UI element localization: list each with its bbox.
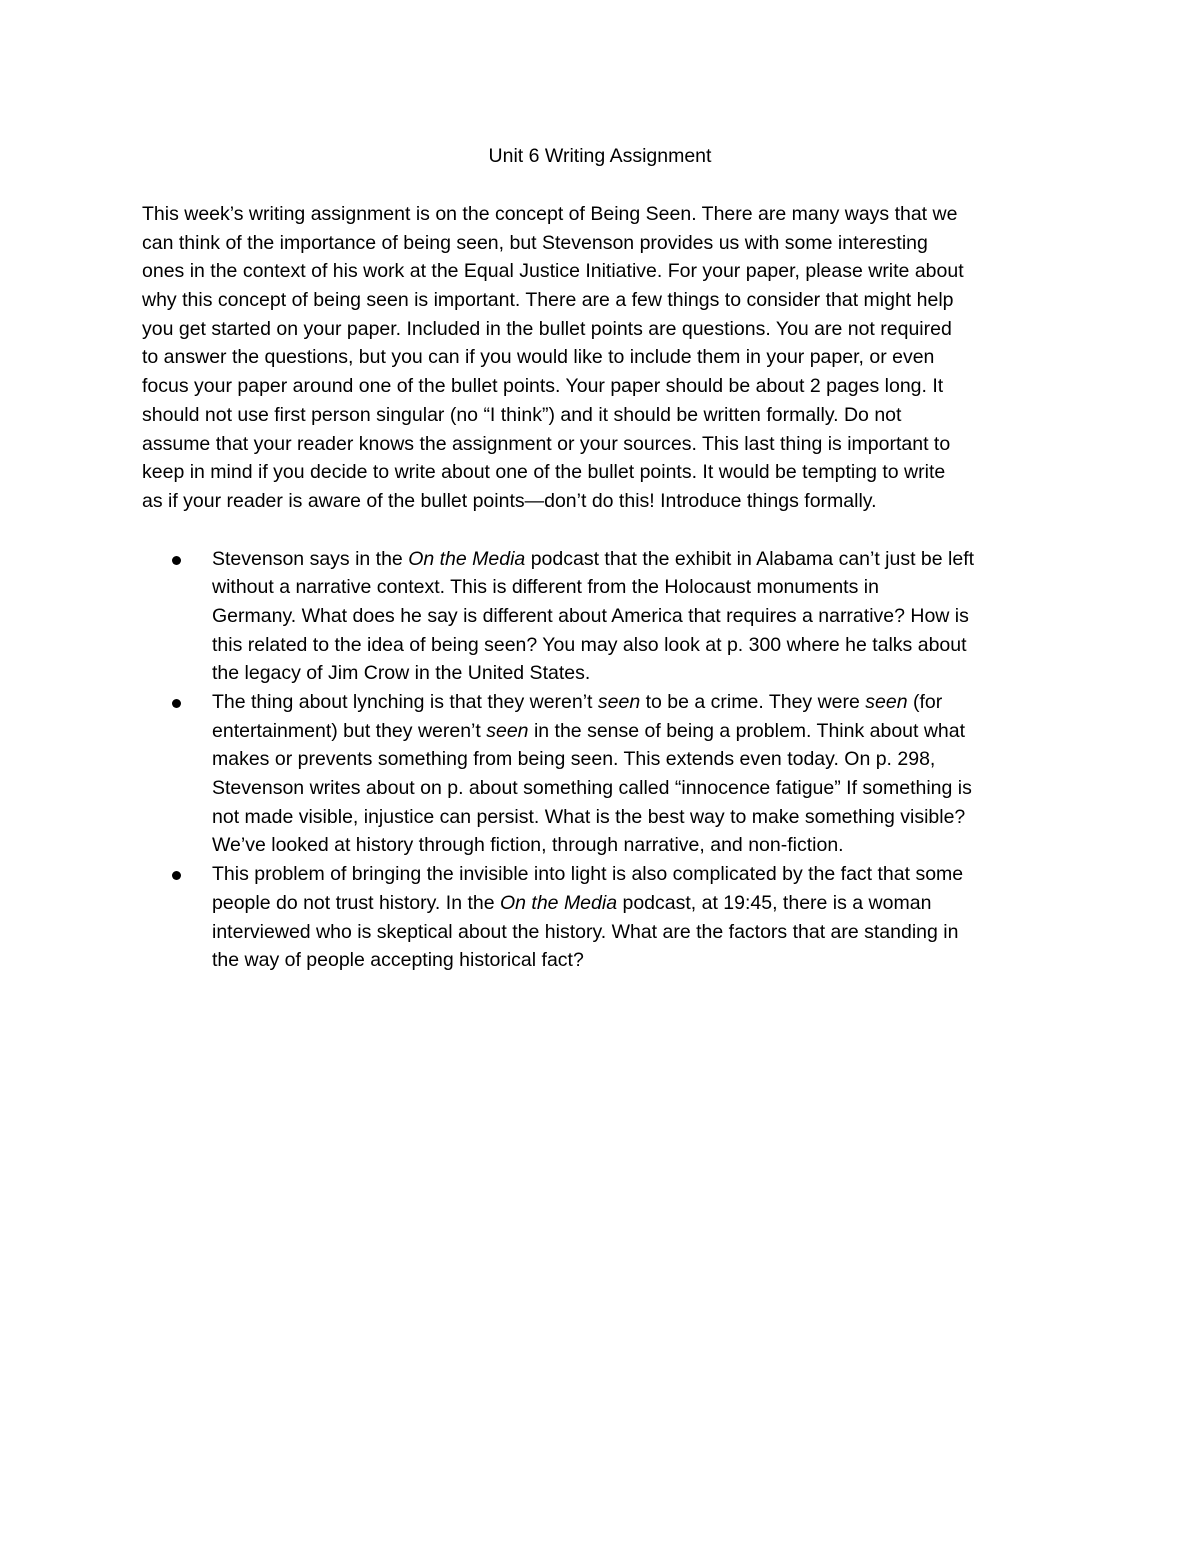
- emphasis-seen: seen: [865, 691, 908, 713]
- bullet-list: [142, 545, 1062, 975]
- bullet-line: [212, 545, 1062, 574]
- intro-line: to answer the questions, but you can if you would like to include them in your paper, or even: [142, 346, 935, 369]
- emphasis-seen: seen: [486, 719, 529, 742]
- bullet-text: The thing about lynching is that they weren’t: [212, 691, 598, 713]
- bullet-text: in the sense of being a problem. Think about what: [528, 719, 966, 742]
- bullet-icon: [172, 871, 181, 880]
- intro-line: should not use first person singular (no “I think”) and it should be written formally. Do not: [142, 403, 902, 426]
- emphasis-seen: seen: [597, 691, 641, 713]
- intro-line: This week’s writing assignment is on the concept of Being Seen. There are many ways that we: [142, 203, 958, 225]
- bullet-text: people do not trust history. In the: [212, 891, 500, 914]
- bullet-line: [212, 889, 1062, 918]
- bullet-item-lynching: [142, 688, 1062, 860]
- bullet-line: We’ve looked at history through fiction, through narrative, and non-fiction.: [212, 834, 844, 857]
- intro-line: can think of the importance of being seen, but Stevenson provides us with some interesting: [142, 231, 928, 254]
- bullet-line: [212, 688, 1062, 717]
- bullet-text: podcast that the exhibit in Alabama can’t just be left: [525, 547, 975, 570]
- intro-line: as if your reader is aware of the bullet points—don’t do this! Introduce things formally.: [142, 489, 877, 512]
- bullet-text: entertainment) but they weren’t: [212, 719, 487, 742]
- bullet-icon: [172, 556, 181, 565]
- bullet-line: Stevenson writes about on p. about something called “innocence fatigue” If something is: [212, 777, 972, 800]
- bullet-icon: [172, 699, 181, 708]
- bullet-line: without a narrative context. This is different from the Holocaust monuments in: [212, 576, 879, 599]
- bullet-line: the way of people accepting historical fact?: [212, 949, 584, 972]
- bullet-text: podcast, at 19:45, there is a woman: [617, 891, 932, 914]
- bullet-item-trust-history: [142, 860, 1062, 975]
- bullet-line: the legacy of Jim Crow in the United States.: [212, 662, 591, 685]
- intro-line: focus your paper around one of the bullet points. Your paper should be about 2 pages long. It: [142, 375, 944, 398]
- bullet-line: This problem of bringing the invisible into light is also complicated by the fact that some: [212, 863, 964, 886]
- intro-paragraph: [142, 200, 1062, 516]
- document-title: Unit 6 Writing Assignment: [488, 145, 712, 167]
- bullet-text: Stevenson says in the: [212, 547, 409, 570]
- intro-line: why this concept of being seen is important. There are a few things to consider that might help: [142, 289, 954, 312]
- bullet-line: [212, 717, 1062, 746]
- bullet-text: (for: [907, 691, 943, 713]
- bullet-line: not made visible, injustice can persist. What is the best way to make something visible?: [212, 805, 966, 828]
- intro-line: ones in the context of his work at the Equal Justice Initiative. For your paper, please write about: [142, 260, 964, 283]
- podcast-title: On the Media: [499, 891, 618, 914]
- intro-line: assume that your reader knows the assignment or your sources. This last thing is important to: [142, 432, 951, 455]
- bullet-line: this related to the idea of being seen? You may also look at p. 300 where he talks about: [212, 633, 967, 656]
- podcast-title: On the Media: [408, 547, 526, 570]
- bullet-line: Germany. What does he say is different about America that requires a narrative? How is: [212, 604, 969, 627]
- bullet-text: to be a crime. They were: [640, 691, 866, 713]
- bullet-line: interviewed who is skeptical about the history. What are the factors that are standing in: [212, 920, 959, 943]
- document-body: [142, 200, 1062, 975]
- intro-line: you get started on your paper. Included in the bullet points are questions. You are not required: [142, 317, 952, 340]
- bullet-line: makes or prevents something from being seen. This extends even today. On p. 298,: [212, 748, 936, 771]
- intro-line: keep in mind if you decide to write about one of the bullet points. It would be tempting to write: [142, 461, 946, 484]
- bullet-item-podcast-exhibit: [142, 545, 1062, 688]
